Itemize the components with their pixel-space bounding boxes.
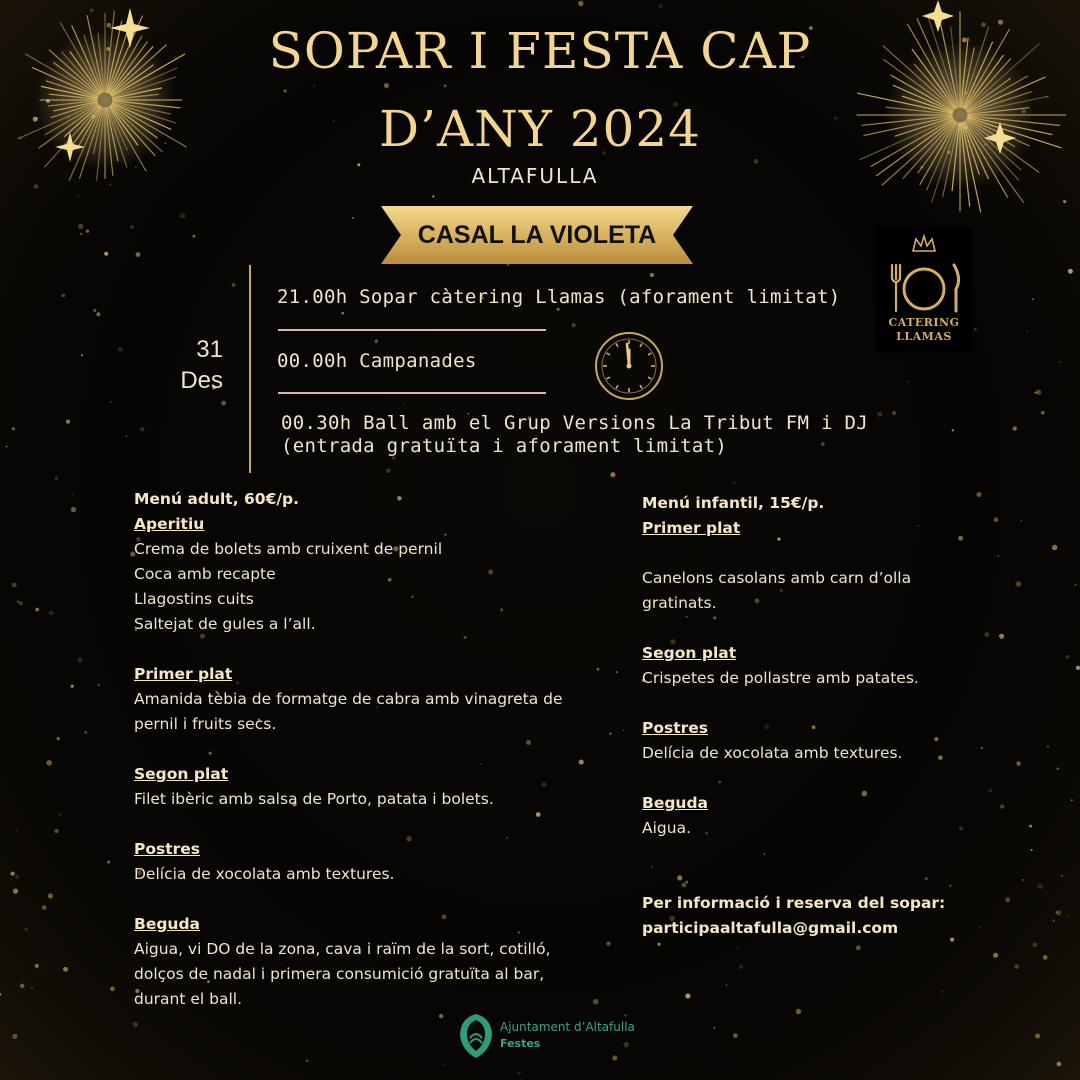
catering-logo-text xyxy=(876,316,972,344)
schedule-divider xyxy=(249,265,251,473)
venue-name: CASAL LA VIOLETA xyxy=(417,221,657,249)
menu-adult-beguda-title: Beguda xyxy=(134,915,201,933)
title-line-2: D’ANY 2024 xyxy=(379,100,701,158)
schedule-separator xyxy=(278,392,546,394)
menu-adult-primer-title: Primer plat xyxy=(134,665,233,683)
menu-item: Canelons casolans amb carn d’olla xyxy=(642,569,912,587)
menu-item: Crema de bolets amb cruixent de pernil xyxy=(134,540,443,558)
schedule-item-dance: 00.30h Ball amb el Grup Versions La Tribut FM i DJ xyxy=(281,412,868,434)
menu-kids-postres-title: Postres xyxy=(642,719,709,737)
schedule-item-dinner: 21.00h Sopar càtering Llamas (aforament limitat) xyxy=(277,286,841,308)
menu-kids-beguda-title: Beguda xyxy=(642,794,709,812)
menu-item: Delícia de xocolata amb textures. xyxy=(642,744,903,762)
clock-icon xyxy=(594,331,664,401)
menu-item: Coca amb recapte xyxy=(134,565,276,583)
menu-adult xyxy=(134,487,624,1012)
info-label: Per informació i reserva del sopar: xyxy=(642,894,946,912)
altafulla-shield-icon xyxy=(457,1012,495,1060)
menu-adult-aperitiu-title: Aperitiu xyxy=(134,515,205,533)
menu-adult-segon-title: Segon plat xyxy=(134,765,229,783)
menu-item: Llagostins cuits xyxy=(134,590,254,608)
crown-icon xyxy=(876,227,972,319)
fork-plate-knife-icon xyxy=(892,265,959,311)
footer-department: Festes xyxy=(500,1037,541,1050)
info-email: participaaltafulla@gmail.com xyxy=(642,919,899,937)
menu-kids-title: Menú infantil, 15€/p. xyxy=(642,494,825,512)
event-month: Des xyxy=(180,367,223,394)
footer-organization: Ajuntament d’Altafulla xyxy=(500,1020,635,1034)
menu-adult-postres-title: Postres xyxy=(134,840,201,858)
menu-item: dolços de nadal i primera consumició gratuïta al bar, xyxy=(134,965,545,983)
menu-kids-segon-title: Segon plat xyxy=(642,644,737,662)
menu-item: Filet ibèric amb salsa de Porto, patata i bolets. xyxy=(134,790,494,808)
event-day: 31 xyxy=(196,336,223,363)
menu-item: durant el ball. xyxy=(134,990,243,1008)
town-name: ALTAFULLA xyxy=(471,164,599,188)
catering-logo-line2: LLAMAS xyxy=(896,330,952,343)
schedule-separator xyxy=(278,329,546,331)
menu-adult-title: Menú adult, 60€/p. xyxy=(134,490,299,508)
menu-item: Delícia de xocolata amb textures. xyxy=(134,865,395,883)
menu-item: Aigua, vi DO de la zona, cava i raïm de la sort, cotilló, xyxy=(134,940,551,958)
title-line-1: SOPAR I FESTA CAP xyxy=(268,22,812,80)
schedule-item-dance-note: (entrada gratuïta i aforament limitat) xyxy=(281,435,728,457)
menu-item: Crispetes de pollastre amb patates. xyxy=(642,669,919,687)
menu-item: gratinats. xyxy=(642,594,717,612)
catering-logo-line1: CATERING xyxy=(888,316,960,329)
menu-kids xyxy=(642,491,1062,941)
menu-item: Saltejat de gules a l’all. xyxy=(134,615,316,633)
menu-item: Amanida tèbia de formatge de cabra amb vinagreta de xyxy=(134,690,563,708)
schedule-item-bells: 00.00h Campanades xyxy=(277,350,477,372)
menu-kids-primer-title: Primer plat xyxy=(642,519,741,537)
menu-item: pernil i fruits secs. xyxy=(134,715,277,733)
menu-item: Aigua. xyxy=(642,819,691,837)
